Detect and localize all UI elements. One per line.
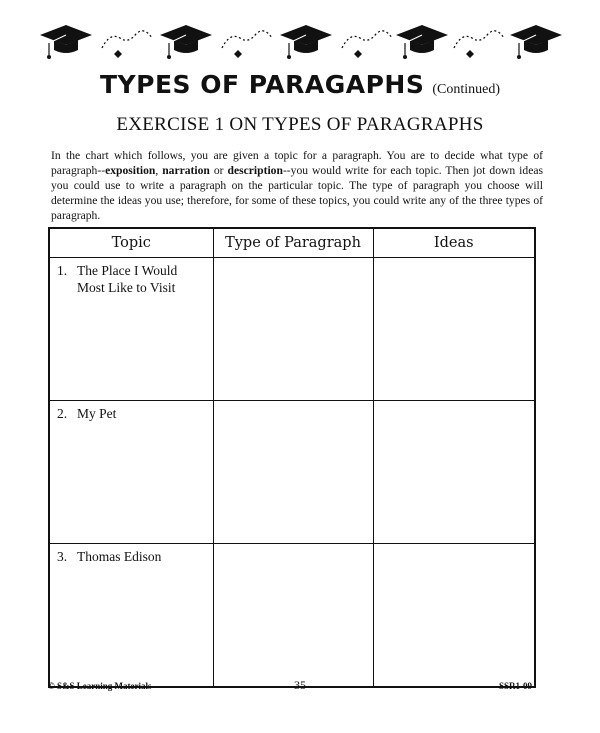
graduation-cap-icon: [40, 25, 92, 59]
footer-page-number: 35: [294, 678, 306, 692]
topic-cell: [49, 401, 213, 544]
column-header-topic: Topic: [49, 228, 213, 258]
graduation-cap-icon: [160, 25, 212, 59]
ideas-cell[interactable]: [373, 401, 535, 544]
swirl-ornament-icon: [222, 31, 272, 58]
instructions-text: --you would write for each topic. Then jot down ideas you could use to write a paragraph on the particular topic. The type of paragraph you choose will determine the ideas you use; therefore, for some of these topics, you could write any of the three types of paragraph.: [51, 164, 543, 222]
swirl-ornament-icon: [454, 31, 504, 58]
term-description: description: [227, 164, 283, 177]
graduation-cap-banner: [40, 22, 562, 66]
graduation-cap-icon: [510, 25, 562, 59]
topic-text: My Pet: [77, 406, 117, 421]
topic-text: Thomas Edison: [77, 549, 162, 564]
type-cell[interactable]: [213, 544, 373, 688]
table-row: [49, 258, 535, 401]
topic-number: 2.: [57, 406, 68, 421]
graduation-cap-icon: [280, 25, 332, 59]
footer-code: SSR1-09: [498, 681, 532, 691]
instructions-text: ,: [155, 164, 163, 177]
chart-header-row: [49, 228, 535, 258]
swirl-ornament-icon: [102, 31, 152, 58]
page-title: [0, 70, 600, 99]
type-cell[interactable]: [213, 401, 373, 544]
topic-number: 3.: [57, 549, 68, 564]
type-cell[interactable]: [213, 258, 373, 401]
term-exposition: exposition: [105, 164, 156, 177]
instructions-paragraph: [51, 148, 543, 223]
graduation-cap-icon: [396, 25, 448, 59]
title-continued: (Continued): [432, 82, 501, 97]
table-row: [49, 544, 535, 688]
swirl-ornament-icon: [342, 31, 392, 58]
column-header-type: Type of Paragraph: [213, 228, 373, 258]
instructions-text: or: [209, 164, 228, 177]
topic-cell: [49, 258, 213, 401]
exercise-heading: EXERCISE 1 ON TYPES OF PARAGRAPHS: [116, 114, 484, 135]
footer-copyright: © S&S Learning Materials: [48, 681, 152, 691]
topic-number: 1.: [57, 263, 68, 278]
term-narration: narration: [162, 164, 210, 177]
paragraph-chart: [48, 227, 536, 688]
topic-cell: [49, 544, 213, 688]
topic-text: The Place I Would Most Like to Visit: [77, 263, 178, 295]
column-header-ideas: Ideas: [373, 228, 535, 258]
instructions-text: In the chart which follows, you are given a topic for a paragraph. You are to decide what type of paragraph--: [51, 149, 543, 177]
table-row: [49, 401, 535, 544]
ideas-cell[interactable]: [373, 258, 535, 401]
title-main: TYPES OF PARAGAPHS: [99, 70, 425, 99]
ideas-cell[interactable]: [373, 544, 535, 688]
